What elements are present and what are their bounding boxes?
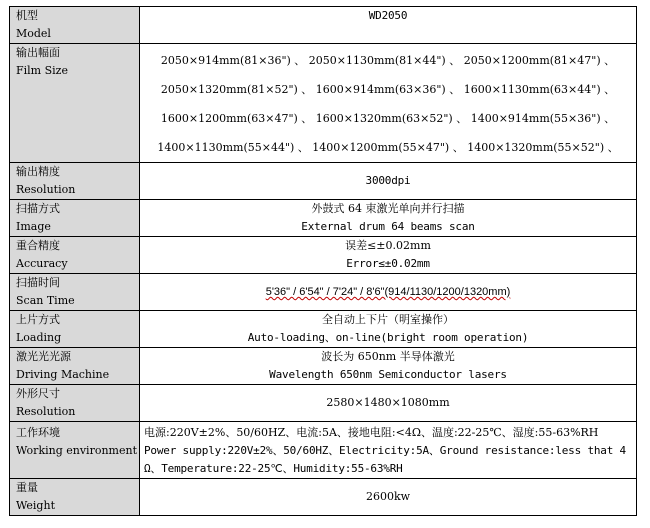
value-loading [140, 311, 637, 348]
value-line: 电源:220V±2%、50/60HZ、电流:5A、接地电阻:<4Ω、温度:22-25℃、湿度:55-63%RH [144, 426, 599, 439]
label-driving-machine [10, 348, 140, 385]
value-line: 全自动上下片（明室操作） [322, 313, 454, 326]
label-cn: 机型 [16, 9, 38, 22]
value-film-size [140, 44, 637, 163]
label-resolution [10, 163, 140, 200]
value-line: 3000dpi [365, 174, 411, 187]
row-accuracy [10, 237, 637, 274]
label-working-environment [10, 422, 140, 479]
label-en: Scan Time [16, 294, 75, 307]
label-model [10, 7, 140, 44]
value-line: 波长为 650nm 半导体激光 [321, 350, 455, 363]
label-en: Driving Machine [16, 368, 110, 381]
value-line: Ω、Temperature:22-25℃、Humidity:55-63%RH [144, 462, 403, 475]
label-en: Image [16, 220, 51, 233]
label-cn: 扫描时间 [16, 276, 60, 289]
value-line: 2050×1320mm(81×52") 、 1600×914mm(63×36") 、 1600×1130mm(63×44") 、 [160, 83, 616, 96]
label-accuracy [10, 237, 140, 274]
label-cn: 激光光光源 [16, 350, 71, 363]
label-en: Model [16, 27, 51, 40]
value-image [140, 200, 637, 237]
row-working-environment [10, 422, 637, 479]
value-line: 2580×1480×1080mm [326, 396, 450, 409]
row-weight [10, 479, 637, 516]
value-line: 2050×914mm(81×36") 、 2050×1130mm(81×44") 、 2050×1200mm(81×47") 、 [160, 54, 616, 67]
row-film-size [10, 44, 637, 163]
value-line: 2600kw [365, 490, 411, 503]
label-cn: 输出幅面 [16, 46, 60, 59]
label-cn: 外形尺寸 [16, 387, 60, 400]
value-line: Power supply:220V±2%、50/60HZ、Electricity:5A、Ground resistance:less that 4 [144, 444, 626, 457]
label-loading [10, 311, 140, 348]
value-working-environment [140, 422, 637, 479]
row-resolution [10, 163, 637, 200]
value-driving-machine [140, 348, 637, 385]
value-line: 外鼓式 64 束激光单向并行扫描 [311, 202, 465, 215]
label-dimensions [10, 385, 140, 422]
value-scan-time [140, 274, 637, 311]
value-line: 1400×1130mm(55×44") 、 1400×1200mm(55×47") 、 1400×1320mm(55×52") 、 [157, 141, 619, 154]
label-en: Resolution [16, 183, 76, 196]
spec-table [9, 6, 637, 516]
row-driving-machine [10, 348, 637, 385]
value-line: 误差≤±0.02mm [345, 239, 431, 252]
value-line: Wavelength 650nm Semiconductor lasers [269, 368, 507, 381]
row-scan-time [10, 274, 637, 311]
label-cn: 工作环境 [16, 426, 60, 439]
label-en: Working environment [16, 444, 137, 457]
row-loading [10, 311, 637, 348]
value-line: 1600×1200mm(63×47") 、 1600×1320mm(63×52") 、 1400×914mm(55×36") 、 [160, 112, 616, 125]
label-cn: 上片方式 [16, 313, 60, 326]
label-en: Film Size [16, 64, 68, 77]
label-en: Loading [16, 331, 62, 344]
row-image [10, 200, 637, 237]
label-weight [10, 479, 140, 516]
value-weight [140, 479, 637, 516]
value-model [140, 7, 637, 44]
value-dimensions [140, 385, 637, 422]
value-accuracy [140, 237, 637, 274]
value-line: Auto-loading、on-line(bright room operation) [247, 331, 529, 344]
label-cn: 重合精度 [16, 239, 60, 252]
label-en: Accuracy [16, 257, 68, 270]
label-cn: 扫描方式 [16, 202, 60, 215]
label-cn: 输出精度 [16, 165, 60, 178]
row-model [10, 7, 637, 44]
value-resolution [140, 163, 637, 200]
value-line: External drum 64 beams scan [301, 220, 475, 233]
label-en: Resolution [16, 405, 76, 418]
label-image [10, 200, 140, 237]
label-cn: 重量 [16, 481, 38, 494]
value-line: Error≤±0.02mm [346, 257, 430, 270]
row-dimensions [10, 385, 637, 422]
label-film-size [10, 44, 140, 163]
value-line: 5'36" / 6'54" / 7'24" / 8'6"(914/1130/1200/1320mm) [265, 286, 511, 298]
label-en: Weight [16, 499, 55, 512]
label-scan-time [10, 274, 140, 311]
value-line: WD2050 [368, 9, 408, 22]
